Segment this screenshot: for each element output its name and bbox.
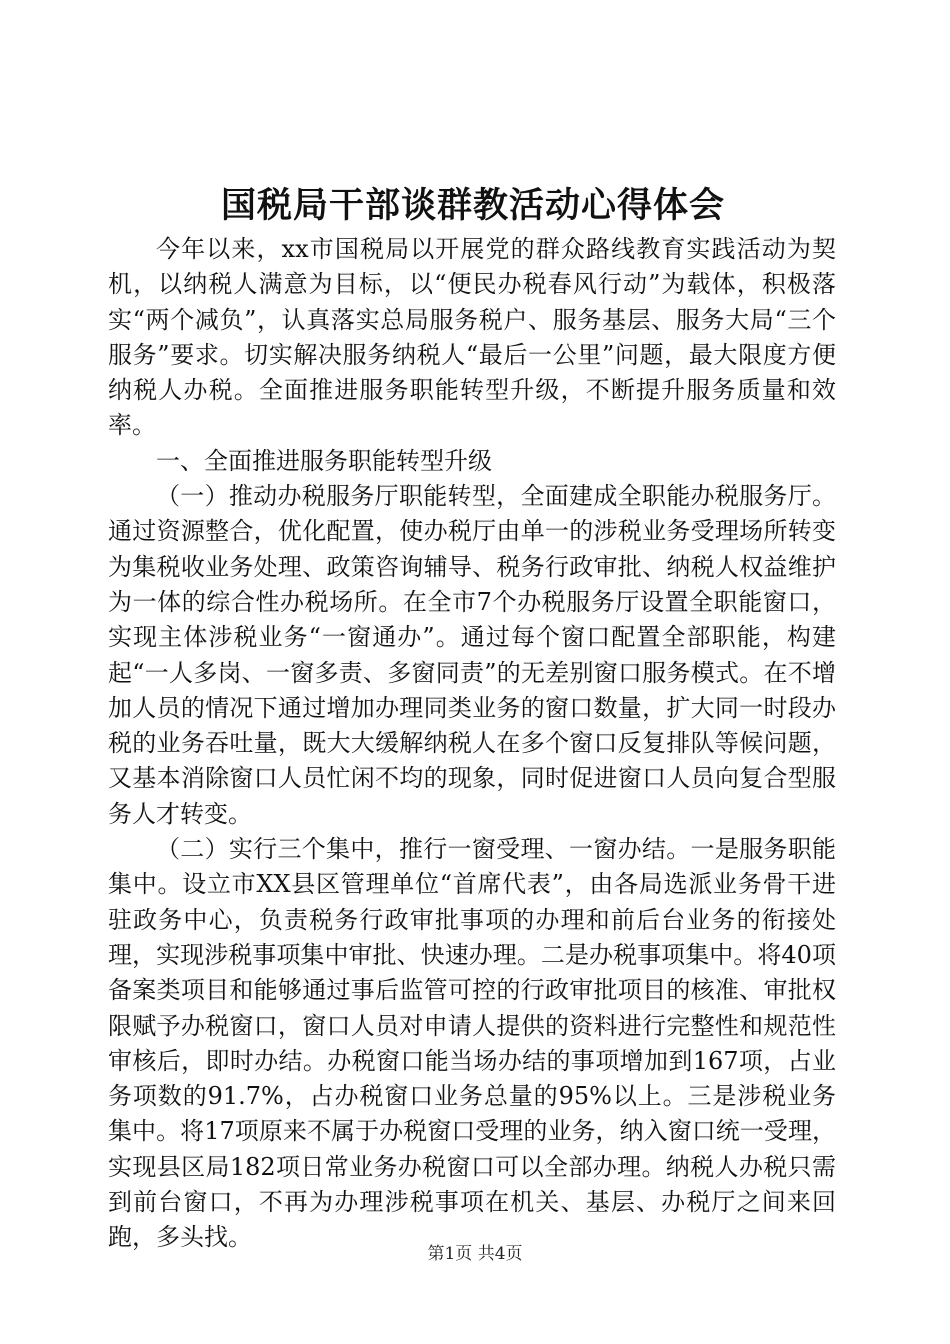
subsection-paragraph-1: （一）推动办税服务厅职能转型，全面建成全职能办税服务厅。通过资源整合，优化配置，使办税厅由单一的涉税业务受理场所转变为集税收业务处理、政策咨询辅导、税务行政审批、纳税人权益维护为一体的综合性办税场所。在全市7个办税服务厅设置全职能窗口，实现主体涉税业务“一窗通办”。通过每个窗口配置全部职能，构建起“一人多岗、一窗多责、多窗同责”的无差别窗口服务模式。在不增加人员的情况下通过增加办理同类业务的窗口数量，扩大同一时段办税的业务吞吐量，既大大缓解纳税人在多个窗口反复排队等候问题，又基本消除窗口人员忙闲不均的现象，同时促进窗口人员向复合型服务人才转变。 [108, 482, 836, 828]
document-body [108, 232, 836, 1256]
subsection-paragraph-2: （二）实行三个集中，推行一窗受理、一窗办结。一是服务职能集中。设立市XX县区管理单位“首席代表”，由各局选派业务骨干进驻政务中心，负责税务行政审批事项的办理和前后台业务的衔接处理，实现涉税事项集中审批、快速办理。二是办税事项集中。将40项备案类项目和能够通过事后监管可控的行政审批项目的核准、审批权限赋予办税窗口，窗口人员对申请人提供的资料进行完整性和规范性审核后，即时办结。办税窗口能当场办结的事项增加到167项，占业务项数的91.7%，占办税窗口业务总量的95%以上。三是涉税业务集中。将17项原来不属于办税窗口受理的业务，纳入窗口统一受理，实现县区局182项日常业务办税窗口可以全部办理。纳税人办税只需到前台窗口，不再为办理涉税事项在机关、基层、办税厅之间来回跑，多头找。 [108, 835, 836, 1252]
intro-paragraph: 今年以来，xx市国税局以开展党的群众路线教育实践活动为契机，以纳税人满意为目标，以“便民办税春风行动”为载体，积极落实“两个减负”，认真落实总局服务税户、服务基层、服务大局“三个服务”要求。切实解决服务纳税人“最后一公里”问题，最大限度方便纳税人办税。全面推进服务职能转型升级，不断提升服务质量和效率。 [108, 235, 836, 440]
page-number-footer: 第1页 共4页 [427, 1244, 523, 1264]
section-heading: 一、全面推进服务职能转型升级 [156, 446, 492, 475]
document-title: 国税局干部谈群教活动心得体会 [220, 185, 725, 226]
